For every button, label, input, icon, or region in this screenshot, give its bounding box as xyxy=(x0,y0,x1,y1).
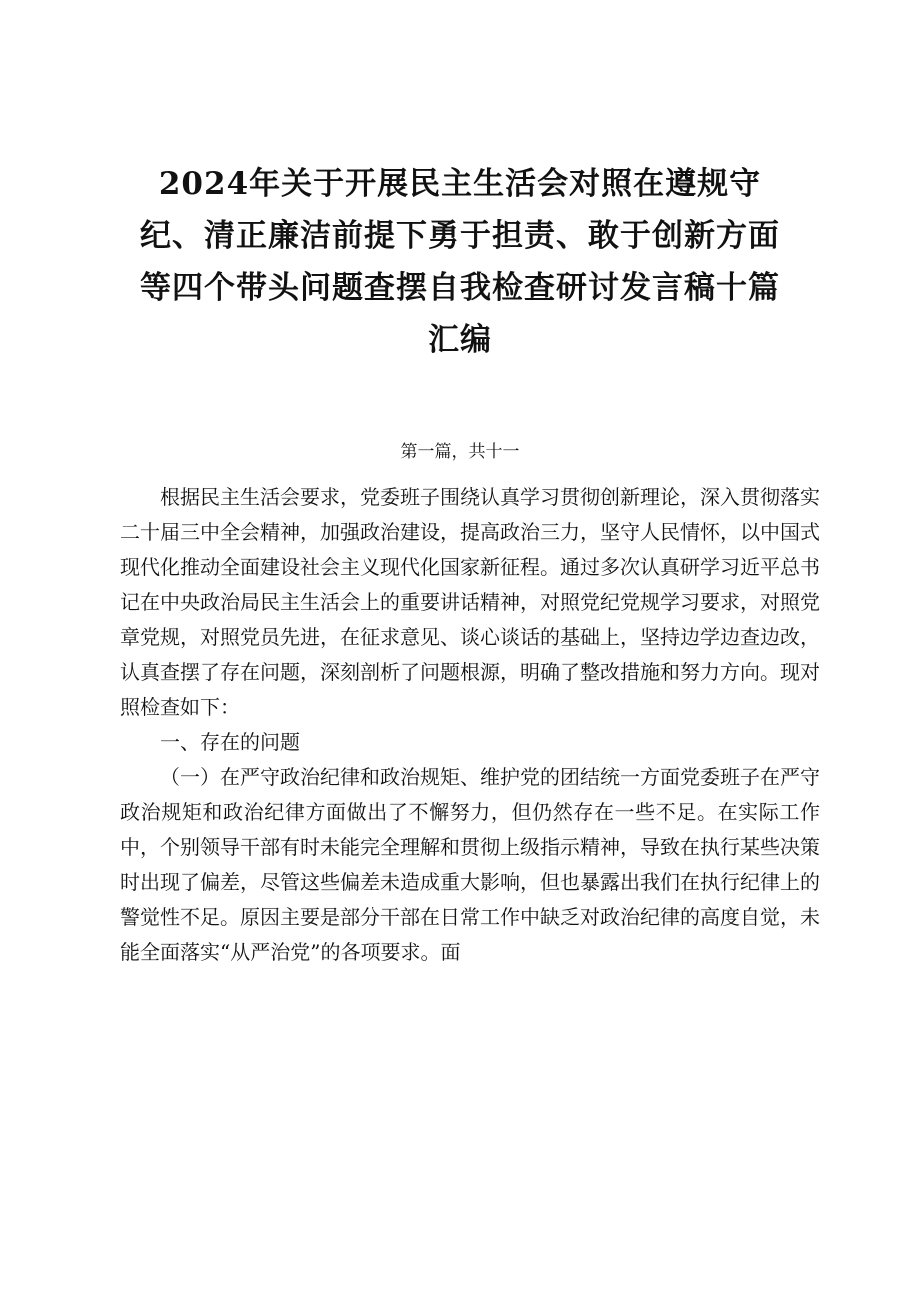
section-paragraph: （一）在严守政治纪律和政治规矩、维护党的团结统一方面党委班子在严守政治规矩和政治纪律方面做出了不懈努力，但仍然存在一些不足。在实际工作中，个别领导干部有时未能完全理解和贯彻上级指示精神，导致在执行某些决策时出现了偏差，尽管这些偏差未造成重大影响，但也暴露出我们在执行纪律上的警觉性不足。原因主要是部分干部在日常工作中缺乏对政治纪律的高度自觉，未能全面落实“从严治党”的各项要求。面 xyxy=(120,765,820,964)
section-heading: 一、存在的问题 xyxy=(160,730,300,754)
title-line-2: 纪、清正廉洁前提下勇于担责、敢于创新方面 xyxy=(140,218,780,254)
title-line-4: 汇编 xyxy=(428,322,492,358)
part-indicator: 第一篇，共十一 xyxy=(400,442,520,462)
title-line-3: 等四个带头问题查摆自我检查研讨发言稿十篇 xyxy=(140,270,780,306)
document-body xyxy=(120,480,820,970)
title-line-1: 2024年关于开展民主生活会对照在遵规守 xyxy=(158,166,762,202)
intro-paragraph: 根据民主生活会要求，党委班子围绕认真学习贯彻创新理论，深入贯彻落实二十届三中全会精神，加强政治建设，提高政治三力，坚守人民情怀，以中国式现代化推动全面建设社会主义现代化国家新征程。通过多次认真研学习近平总书记在中央政治局民主生活会上的重要讲话精神，对照党纪党规学习要求，对照党章党规，对照党员先进，在征求意见、谈心谈话的基础上，坚持边学边查边改，认真查摆了存在问题，深刻剖析了问题根源，明确了整改措施和努力方向。现对照检查如下： xyxy=(120,485,820,719)
document-title xyxy=(120,158,800,366)
